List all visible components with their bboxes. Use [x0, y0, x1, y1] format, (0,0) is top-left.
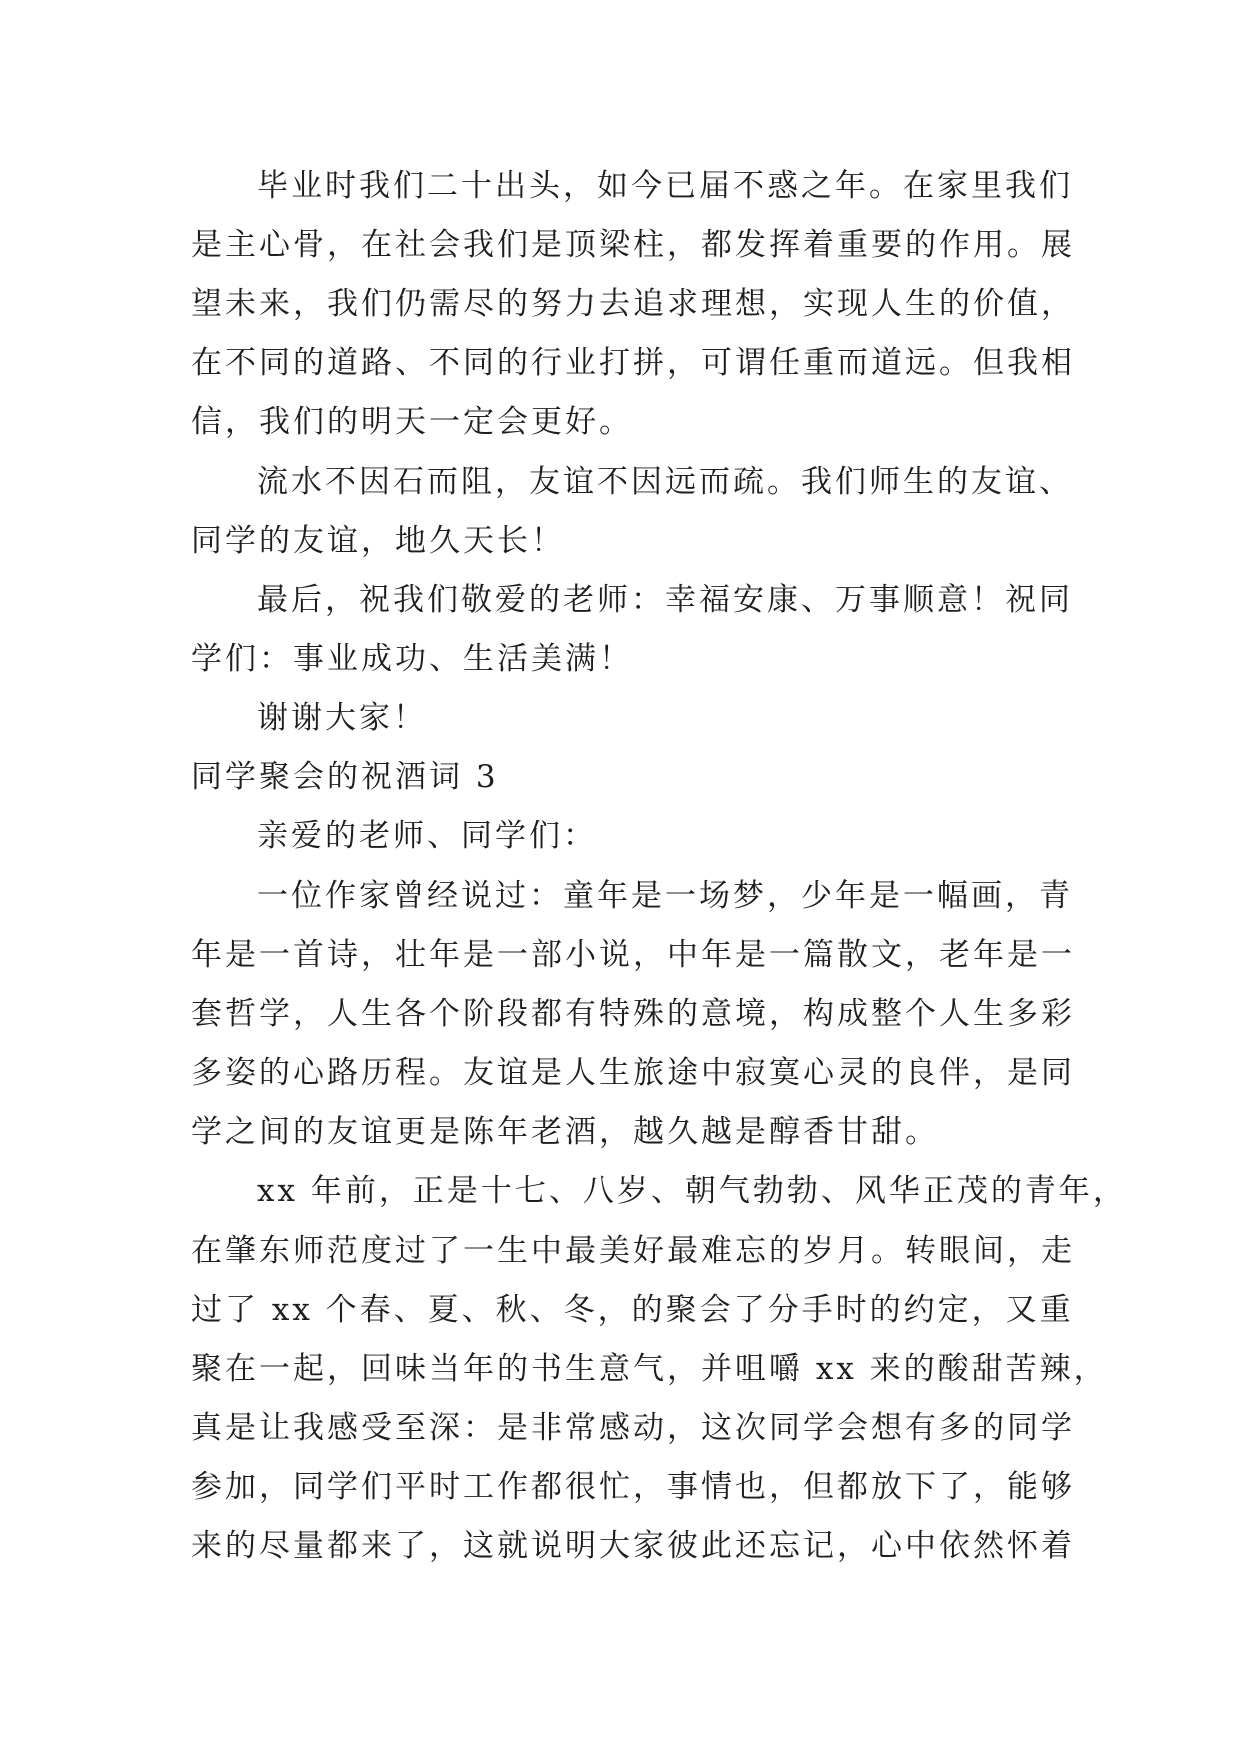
text-line: 学之间的友谊更是陈年老酒，越久越是醇香甘甜。 [191, 1114, 939, 1150]
text-line: 最后，祝我们敬爱的老师：幸福安康、万事顺意！祝同 [257, 582, 1073, 618]
text-line: 来的尽量都来了，这就说明大家彼此还忘记，心中依然怀着 [191, 1528, 1075, 1564]
text-line: 是主心骨，在社会我们是顶梁柱，都发挥着重要的作用。展 [191, 227, 1075, 263]
text-line: 一位作家曾经说过：童年是一场梦，少年是一幅画，青 [257, 878, 1073, 914]
text-line: 同学的友谊，地久天长！ [191, 523, 565, 559]
section-heading: 同学聚会的祝酒词 3 [191, 759, 499, 795]
text-line: 流水不因石而阻，友谊不因远而疏。我们师生的友谊、 [257, 464, 1073, 500]
text-line: 过了 xx 个春、夏、秋、冬，的聚会了分手时的约定，又重 [191, 1292, 1074, 1328]
text-line: 参加，同学们平时工作都很忙，事情也，但都放下了，能够 [191, 1469, 1075, 1505]
text-line: 年是一首诗，壮年是一部小说，中年是一篇散文，老年是一 [191, 937, 1075, 973]
text-line: 谢谢大家！ [257, 700, 427, 736]
text-line: 在不同的道路、不同的行业打拼，可谓任重而道远。但我相 [191, 345, 1075, 381]
text-line: 学们：事业成功、生活美满！ [191, 641, 633, 677]
text-line: 多姿的心路历程。友谊是人生旅途中寂寞心灵的良伴，是同 [191, 1055, 1075, 1091]
text-line: 在肇东师范度过了一生中最美好最难忘的岁月。转眼间，走 [191, 1233, 1075, 1269]
salutation: 亲爱的老师、同学们： [257, 818, 597, 854]
text-line: 毕业时我们二十出头，如今已届不惑之年。在家里我们 [257, 168, 1073, 204]
text-line: 信，我们的明天一定会更好。 [191, 404, 633, 440]
text-line: 望未来，我们仍需尽的努力去追求理想，实现人生的价值， [191, 286, 1075, 322]
text-line: 套哲学，人生各个阶段都有特殊的意境，构成整个人生多彩 [191, 996, 1075, 1032]
text-line: 真是让我感受至深：是非常感动，这次同学会想有多的同学 [191, 1410, 1075, 1446]
text-line: 聚在一起，回味当年的书生意气，并咀嚼 xx 来的酸甜苦辣， [191, 1351, 1108, 1387]
text-line: xx 年前，正是十七、八岁、朝气勃勃、风华正茂的青年， [257, 1173, 1127, 1209]
